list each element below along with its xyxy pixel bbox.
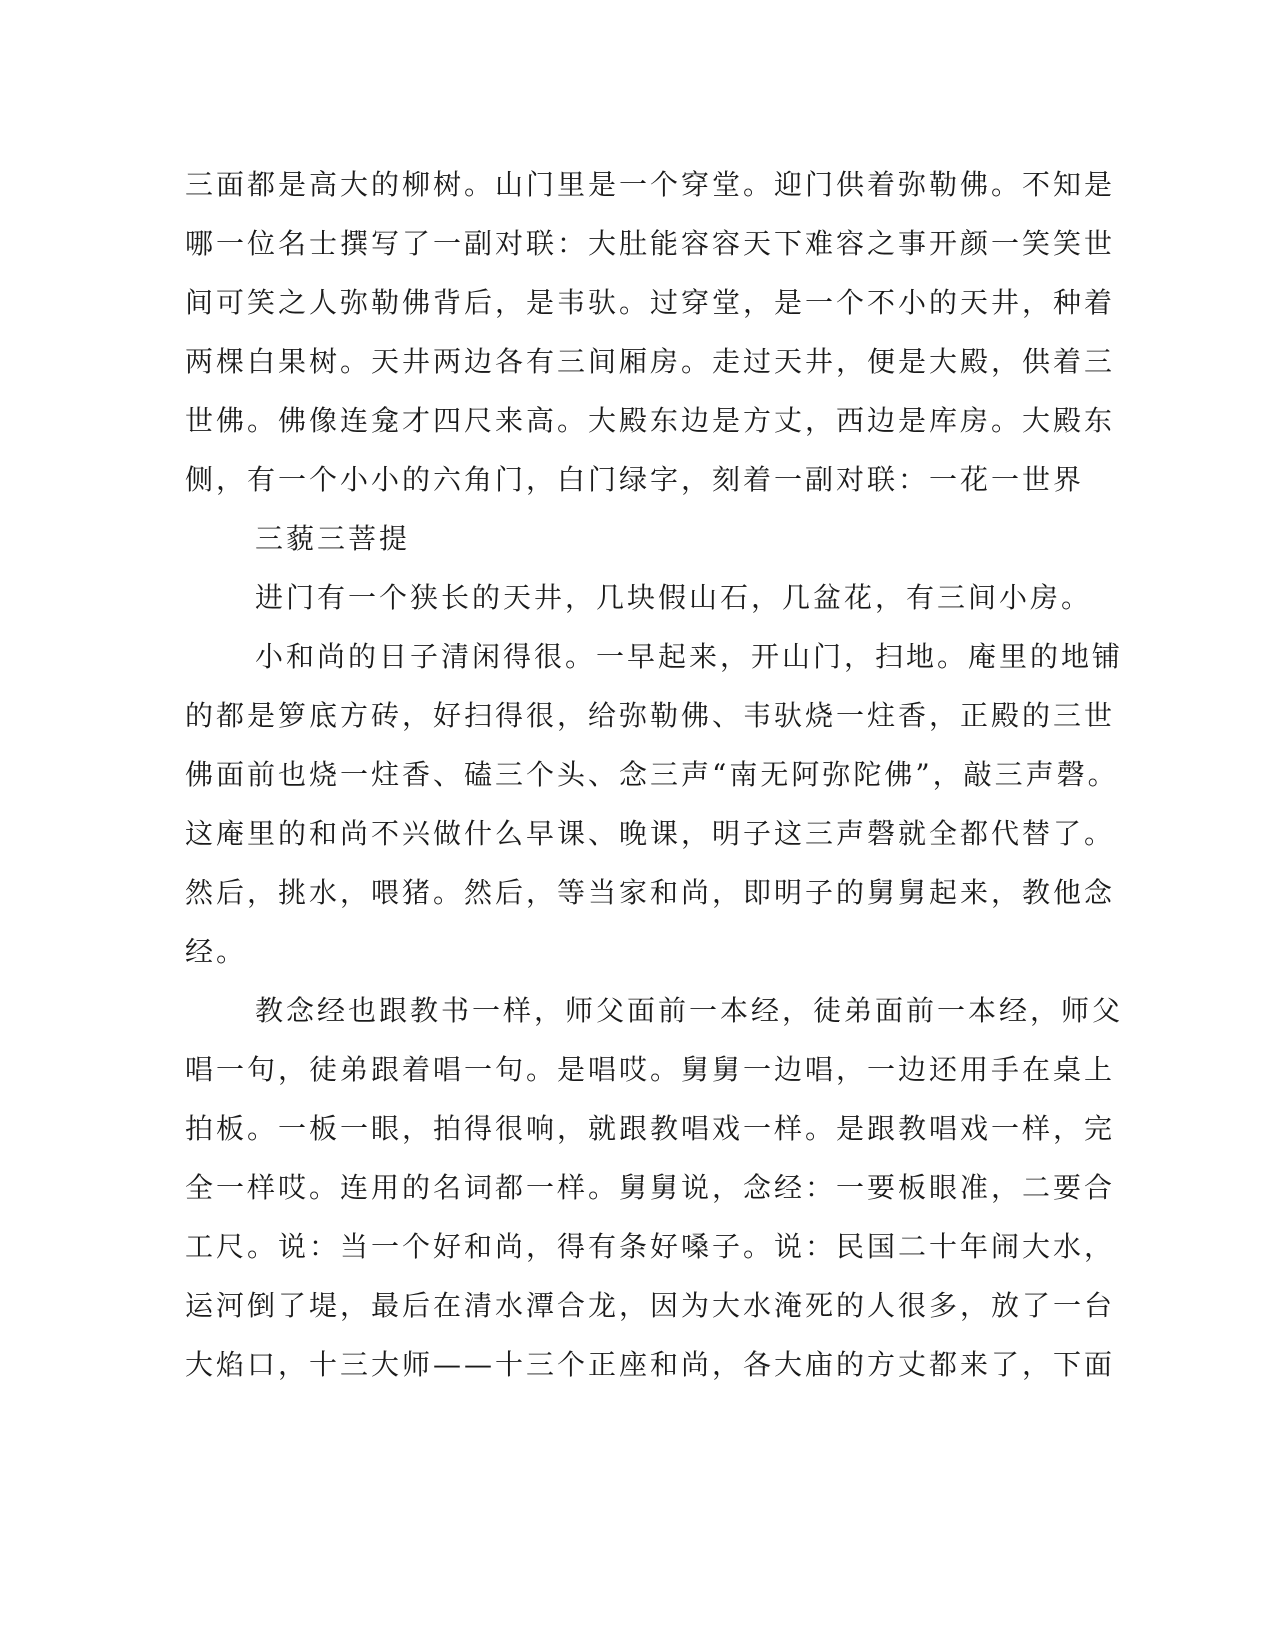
text-line: 间可笑之人弥勒佛背后，是韦驮。过穿堂，是一个不小的天井，种着 — [185, 286, 1116, 319]
text-line: 小和尚的日子清闲得很。一早起来，开山门，扫地。庵里的地铺 — [255, 640, 1124, 673]
text-line: 然后，挑水，喂猪。然后，等当家和尚，即明子的舅舅起来，教他念 — [185, 876, 1116, 909]
text-line: 世佛。佛像连龛才四尺来高。大殿东边是方丈，西边是库房。大殿东 — [185, 404, 1116, 437]
text-line: 大焰口，十三大师——十三个正座和尚，各大庙的方丈都来了，下面 — [185, 1348, 1116, 1381]
text-line: 两棵白果树。天井两边各有三间厢房。走过天井，便是大殿，供着三 — [185, 345, 1116, 378]
text-line: 运河倒了堤，最后在清水潭合龙，因为大水淹死的人很多，放了一台 — [185, 1289, 1116, 1322]
text-line: 佛面前也烧一炷香、磕三个头、念三声“南无阿弥陀佛”，敲三声磬。 — [185, 758, 1119, 791]
text-line: 哪一位名士撰写了一副对联：大肚能容容天下难容之事开颜一笑笑世 — [185, 227, 1116, 260]
text-line: 侧，有一个小小的六角门，白门绿字，刻着一副对联：一花一世界 — [185, 463, 1085, 496]
text-line: 的都是箩底方砖，好扫得很，给弥勒佛、韦驮烧一炷香，正殿的三世 — [185, 699, 1116, 732]
text-line: 三面都是高大的柳树。山门里是一个穿堂。迎门供着弥勒佛。不知是 — [185, 168, 1116, 201]
text-line: 全一样哎。连用的名词都一样。舅舅说，念经：一要板眼准，二要合 — [185, 1171, 1116, 1204]
text-line: 拍板。一板一眼，拍得很响，就跟教唱戏一样。是跟教唱戏一样，完 — [185, 1112, 1116, 1145]
text-line: 三藐三菩提 — [255, 522, 411, 555]
text-line: 经。 — [185, 935, 248, 968]
text-line: 唱一句，徒弟跟着唱一句。是唱哎。舅舅一边唱，一边还用手在桌上 — [185, 1053, 1116, 1086]
text-line: 教念经也跟教书一样，师父面前一本经，徒弟面前一本经，师父 — [255, 994, 1124, 1027]
text-line: 进门有一个狭长的天井，几块假山石，几盆花，有三间小房。 — [255, 581, 1093, 614]
text-line: 这庵里的和尚不兴做什么早课、晚课，明子这三声磬就全都代替了。 — [185, 817, 1116, 850]
text-line: 工尺。说：当一个好和尚，得有条好嗓子。说：民国二十年闹大水， — [185, 1230, 1116, 1263]
